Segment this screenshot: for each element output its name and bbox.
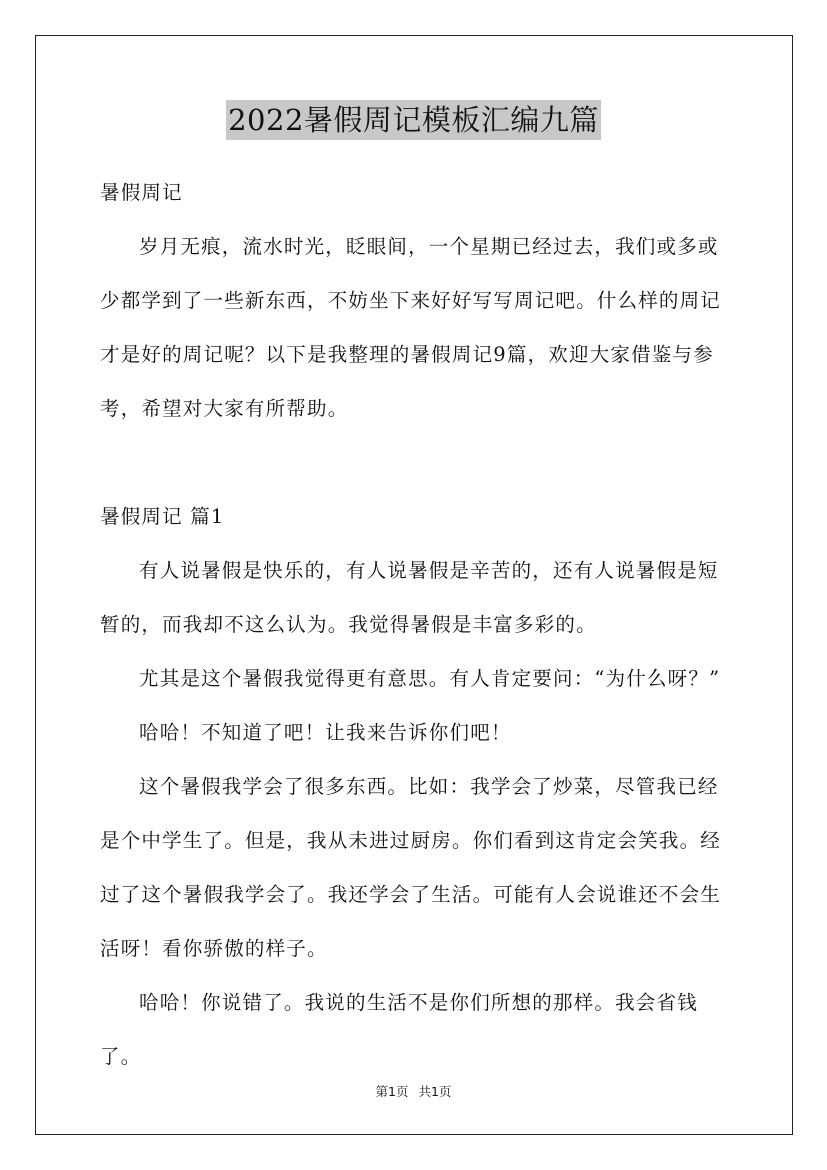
page-number: 第1页 — [375, 1084, 409, 1099]
section1-paragraph-3: 哈哈！不知道了吧！让我来告诉你们吧！ — [139, 721, 512, 744]
page-footer — [0, 1082, 827, 1100]
section1-paragraph-1: 有人说暑假是快乐的，有人说暑假是辛苦的，还有人说暑假是短暂的，而我却不这么认为。我觉得暑假是丰富多彩的。 — [100, 559, 719, 636]
section1-paragraph-2: 尤其是这个暑假我觉得更有意思。有人肯定要问：“为什么呀？” — [139, 667, 721, 690]
section1-paragraph-5: 哈哈！你说错了。我说的生活不是你们所想的那样。我会省钱了。 — [100, 991, 698, 1068]
document-body — [100, 166, 730, 1084]
page-total: 共1页 — [418, 1084, 452, 1099]
section1-paragraph-4: 这个暑假我学会了很多东西。比如：我学会了炒菜，尽管我已经是个中学生了。但是，我从未进过厨房。你们看到这肯定会笑我。经过了这个暑假我学会了。我还学会了生活。可能有人会说谁还不会生活呀！看你骄傲的样子。 — [100, 775, 722, 960]
section1-heading: 暑假周记 篇1 — [100, 505, 225, 528]
intro-paragraph: 岁月无痕，流水时光，眨眼间，一个星期已经过去，我们或多或少都学到了一些新东西，不妨坐下来好好写写周记吧。什么样的周记才是好的周记呢？以下是我整理的暑假周记9篇，欢迎大家借鉴与参考，希望对大家有所帮助。 — [100, 235, 722, 420]
intro-heading: 暑假周记 — [100, 181, 183, 204]
section-spacer — [100, 436, 730, 490]
document-title: 2022暑假周记模板汇编九篇 — [226, 100, 601, 140]
title-container — [0, 100, 827, 140]
